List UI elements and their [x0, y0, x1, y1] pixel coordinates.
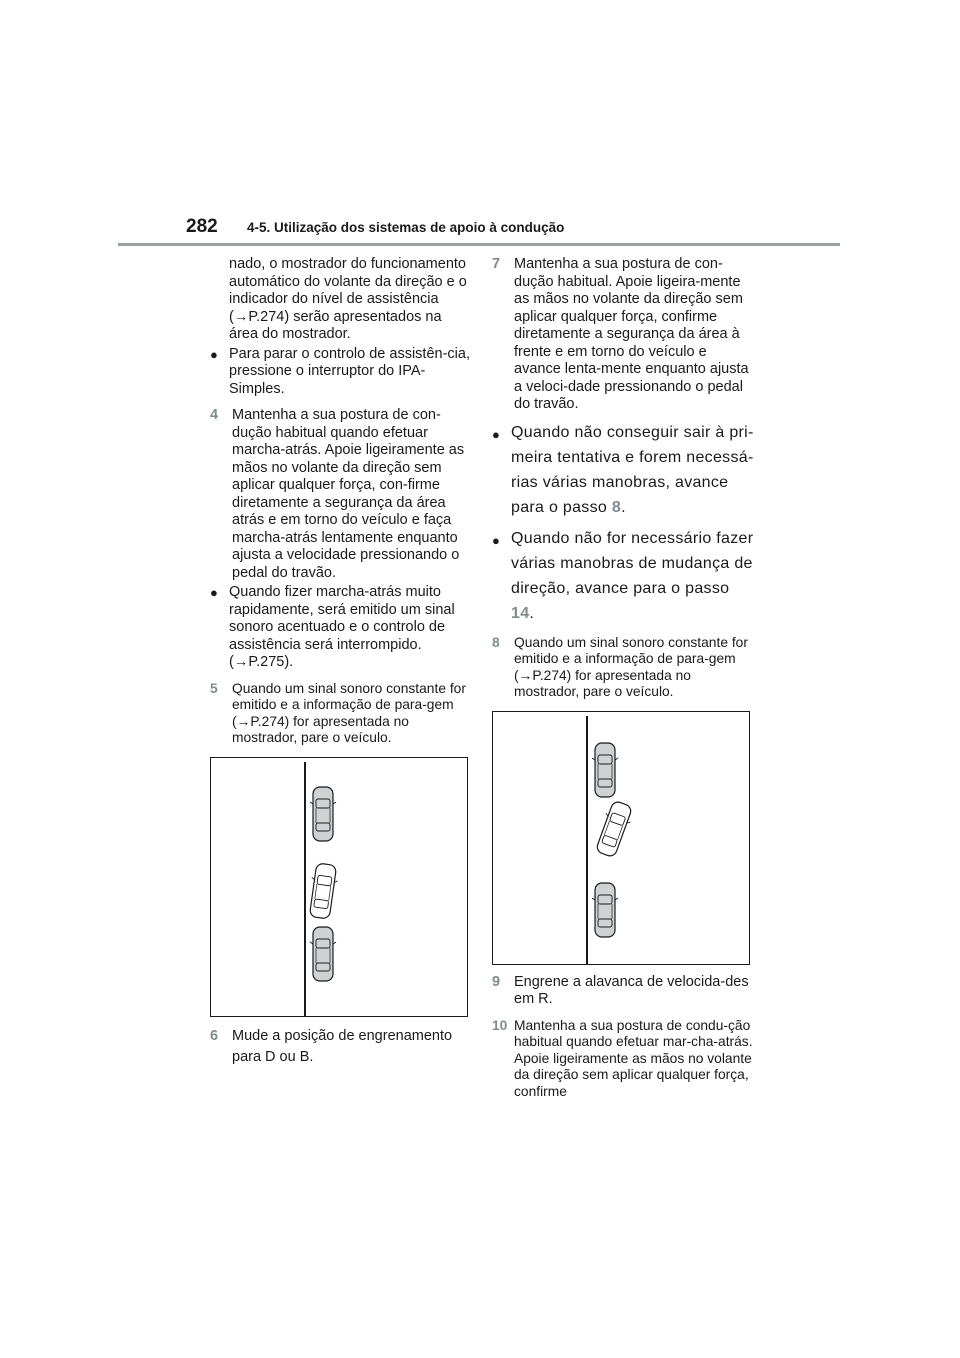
parked-car-rear: [310, 927, 336, 981]
bullet-text: Quando não conseguir sair à pri-meira tentativa e forem necessá-rias várias manobras, avance para o passo: [511, 423, 754, 516]
step-text: Quando um sinal sonoro constante for emitido e a informação de para-gem (→P.274) for apresentada no mostrador, pare o veículo.: [232, 680, 466, 745]
step-text: Quando um sinal sonoro constante for emitido e a informação de para-gem (→P.274) for apresentada no mostrador, pare o veículo.: [514, 634, 748, 699]
bullet-text: Para parar o controlo de assistên-cia, pressione o interruptor do IPA-Simples.: [229, 345, 470, 397]
step-reference: 14: [511, 604, 530, 622]
parked-car-front: [592, 743, 618, 797]
bullet-single-maneuver: [492, 526, 754, 626]
chapter-title: 4-5. Utilização dos sistemas de apoio à condução: [247, 220, 565, 235]
step-text: Mantenha a sua postura de condu-ção habitual quando efetuar mar-cha-atrás. Apoie ligeiramente as mãos no volante da direção sem aplicar qualquer força, confirme: [514, 1017, 753, 1099]
parked-car-front: [310, 787, 336, 841]
step-7: [492, 256, 754, 414]
bullet-icon: ●: [210, 585, 218, 600]
step-text: Engrene a alavanca de velocida-des em R.: [514, 973, 749, 1007]
parking-illustration-left: [210, 757, 468, 1017]
parked-car-rear: [592, 883, 618, 937]
own-car: [593, 799, 636, 859]
bullet-text: Quando não for necessário fazer várias manobras de mudança de direção, avance para o passo: [511, 529, 754, 597]
left-column: [210, 256, 472, 1068]
right-column: [492, 256, 754, 1100]
header-rule: [118, 243, 840, 246]
own-car: [306, 862, 339, 919]
bullet-end: .: [621, 498, 626, 516]
step-9: [492, 974, 754, 1009]
parking-diagram: [211, 758, 467, 1016]
step-10: [492, 1018, 754, 1101]
step-number: 10: [492, 1017, 508, 1033]
step-number: 9: [492, 973, 501, 990]
bullet-multiple-maneuvers: [492, 420, 754, 520]
step-number: 8: [492, 634, 500, 650]
step-8: [492, 635, 754, 701]
bullet-reverse-fast: [210, 584, 472, 672]
step-6: [210, 1026, 472, 1068]
intro-paragraph: nado, o mostrador do funcionamento automático do volante da direção e o indicador do nível de assistência (→P.274) serão apresentados na área do mostrador.: [229, 256, 467, 342]
page-number: 282: [186, 216, 218, 237]
bullet-icon: ●: [492, 532, 501, 548]
step-5: [210, 681, 472, 747]
bullet-stop-assist: [210, 346, 472, 399]
step-text: Mude a posição de engrenamento para D ou B.: [232, 1027, 453, 1065]
step-number: 7: [492, 256, 501, 272]
step-text: Mantenha a sua postura de con-dução habitual quando efetuar marcha-atrás. Apoie ligeiramente as mãos no volante da direção sem aplicar qualquer força, con-firme diretamente a segurança da área atrás e em torno do veículo e faça marcha-atrás lentamente enquanto ajusta a velocidade pressionando o pedal do travão.: [232, 407, 465, 581]
step-text: Mantenha a sua postura de con-dução habitual. Apoie ligeira-mente as mãos no volante da direção sem aplicar qualquer força, confirme diretamente a segurança da área à frente e em torno do veículo e avance lenta-mente enquanto ajusta a veloci-dade pressionando o pedal do travão.: [514, 256, 749, 412]
parking-diagram: [493, 712, 749, 964]
bullet-text: Quando fizer marcha-atrás muito rapidamente, será emitido um sinal sonoro acentuado e o controlo de assistência será interrompido. (→P.275).: [229, 584, 455, 670]
step-number: 5: [210, 680, 218, 696]
bullet-icon: ●: [210, 346, 218, 362]
bullet-end: .: [529, 604, 535, 622]
step-number: 6: [210, 1027, 219, 1044]
step-4: [210, 407, 472, 582]
parking-illustration-right: [492, 711, 750, 965]
step-number: 4: [210, 407, 219, 423]
bullet-icon: ●: [492, 426, 501, 442]
step-reference: 8: [611, 498, 622, 516]
